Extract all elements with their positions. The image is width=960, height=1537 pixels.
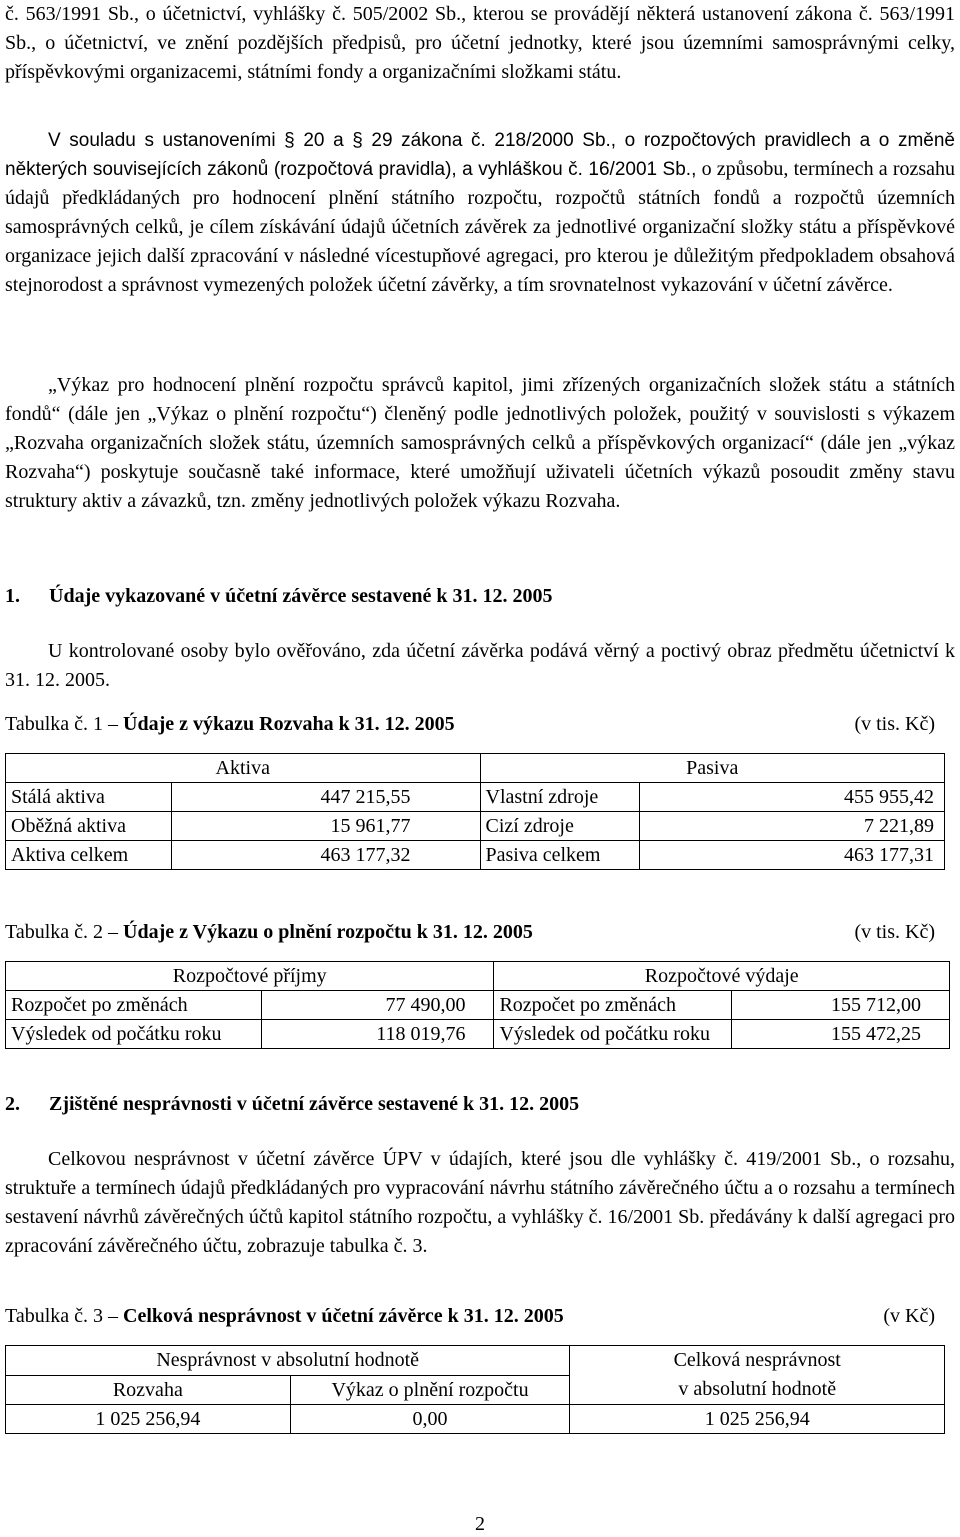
table-cell: 7 221,89: [640, 812, 945, 841]
table-3-header-total-line-2: v absolutní hodnotě: [678, 1378, 837, 1400]
table-2-header-vydaje: Rozpočtové výdaje: [494, 962, 950, 991]
table-2-header-prijmy: Rozpočtové příjmy: [6, 962, 494, 991]
table-cell: 118 019,76: [261, 1020, 494, 1049]
table-3-celkova-nespravnost: [5, 1345, 945, 1434]
table-row: [6, 841, 945, 870]
table-row: [6, 1405, 945, 1434]
intro-paragraph-2-sans: V souladu s ustanoveními § 20 a § 29 zákona č. 218/2000 Sb., o rozpočtových pravidlech a o změně některých souvisejících zákonů (rozpočtová pravidla), a vyhláškou č. 16/2001 Sb.,: [5, 130, 955, 180]
table-cell: Pasiva celkem: [480, 841, 640, 870]
section-1-number: 1.: [5, 585, 20, 607]
intro-paragraph-2-serif: o způsobu, termínech a rozsahu údajů předkládaných pro hodnocení plnění státního rozpočtu, rozpočtů státních fondů a rozpočtů územních samosprávných celků, je cílem získávání údajů účetních závěrek za jednotlivé organizační složky státu a příspěvkové organizace jejich další zpracování v následné vícestupňové agregaci, pro kterou je důležitým předpokladem obsahová stejnorodost a správnost vymezených položek účetní závěrky, a tím srovnatelnost vykazování v účetní závěrce.: [5, 158, 956, 296]
table-3-header-total-line-1: Celková nesprávnost: [673, 1349, 841, 1371]
table-cell: 455 955,42: [640, 783, 945, 812]
table-cell: 155 472,25: [732, 1020, 950, 1049]
section-2-number: 2.: [5, 1093, 20, 1115]
table-2-plneni-rozpoctu: [5, 961, 950, 1049]
table-row: [6, 812, 945, 841]
table-row: [6, 991, 950, 1020]
table-3-unit: (v Kč): [883, 1305, 935, 1327]
table-cell: Aktiva celkem: [6, 841, 172, 870]
table-cell: Rozpočet po změnách: [6, 991, 262, 1020]
intro-paragraph-1: č. 563/1991 Sb., o účetnictví, vyhlášky č. 505/2002 Sb., kterou se provádějí některá ustanovení zákona č. 563/1991 Sb., o účetnictví, ve znění pozdějších předpisů, pro účetní jednotky, které jsou územními samosprávnými celky, příspěvkovými organizacemi, státními fondy a organizačními složkami státu.: [5, 3, 955, 83]
table-3-caption: [5, 1305, 935, 1328]
table-1-caption-title: Údaje z výkazu Rozvaha k 31. 12. 2005: [123, 713, 455, 735]
table-3-header-vykaz: Výkaz o plnění rozpočtu: [290, 1375, 570, 1405]
table-2-unit: (v tis. Kč): [854, 921, 935, 943]
section-2-heading: [5, 1093, 955, 1116]
table-cell: 0,00: [290, 1405, 570, 1434]
table-row: [6, 783, 945, 812]
table-3-header-group: Nesprávnost v absolutní hodnotě: [6, 1346, 570, 1376]
table-cell: Vlastní zdroje: [480, 783, 640, 812]
table-cell: Rozpočet po změnách: [494, 991, 732, 1020]
table-cell: Oběžná aktiva: [6, 812, 172, 841]
table-3-header-rozvaha: Rozvaha: [6, 1375, 291, 1405]
table-cell: 463 177,31: [640, 841, 945, 870]
table-row: [6, 1020, 950, 1049]
table-cell: 155 712,00: [732, 991, 950, 1020]
table-cell: Stálá aktiva: [6, 783, 172, 812]
page-number: 2: [475, 1513, 485, 1535]
table-1-caption-prefix: Tabulka č. 1 –: [5, 713, 124, 735]
table-cell: 463 177,32: [171, 841, 480, 870]
table-cell: 1 025 256,94: [6, 1405, 291, 1434]
section-1-heading: [5, 585, 955, 608]
table-2-caption: [5, 921, 935, 944]
table-cell: Cizí zdroje: [480, 812, 640, 841]
table-cell: Výsledek od počátku roku: [6, 1020, 262, 1049]
table-cell: 447 215,55: [171, 783, 480, 812]
table-1-unit: (v tis. Kč): [854, 713, 935, 735]
table-1-header-pasiva: Pasiva: [480, 754, 944, 783]
table-1-rozvaha: [5, 753, 945, 870]
section-1-text: U kontrolované osoby bylo ověřováno, zda účetní závěrka podává věrný a poctivý obraz předmětu účetnictví k 31. 12. 2005.: [5, 640, 955, 691]
section-2-text: Celkovou nesprávnost v účetní závěrce ÚPV v údajích, které jsou dle vyhlášky č. 419/2001 Sb., o rozsahu, struktuře a termínech údajů předkládaných pro vypracování návrhu státního závěrečného účtu a o rozsahu a termínech sestavení návrhů závěrečných účtů kapitol státního rozpočtu, a vyhlášky č. 16/2001 Sb. předávány k další agregaci pro zpracování závěrečného účtu, zobrazuje tabulka č. 3.: [5, 1148, 955, 1257]
intro-paragraph-3: „Výkaz pro hodnocení plnění rozpočtu správců kapitol, jimi zřízených organizačních složek státu a státních fondů“ (dále jen „Výkaz o plnění rozpočtu“) členěný podle jednotlivých položek, použitý v souvislosti s výkazem „Rozvaha organizačních složek státu, územních samosprávných celků a příspěvkových organizací“ (dále jen „výkaz Rozvaha“) poskytuje současně také informace, které umožňují uživateli účetních výkazů posoudit změny stavu struktury aktiv a závazků, tzn. změny jednotlivých položek výkazu Rozvaha.: [5, 374, 955, 512]
table-cell: 1 025 256,94: [570, 1405, 945, 1434]
table-cell: 77 490,00: [261, 991, 494, 1020]
table-2-caption-title: Údaje z Výkazu o plnění rozpočtu k 31. 12. 2005: [123, 921, 533, 943]
table-3-caption-title: Celková nesprávnost v účetní závěrce k 31. 12. 2005: [123, 1305, 564, 1327]
table-3-caption-prefix: Tabulka č. 3 –: [5, 1305, 124, 1327]
table-1-caption: [5, 713, 935, 736]
table-cell: 15 961,77: [171, 812, 480, 841]
table-2-caption-prefix: Tabulka č. 2 –: [5, 921, 124, 943]
table-3-header-total: [570, 1346, 945, 1405]
section-1-title: Údaje vykazované v účetní závěrce sestavené k 31. 12. 2005: [49, 585, 553, 607]
table-1-header-aktiva: Aktiva: [6, 754, 481, 783]
table-cell: Výsledek od počátku roku: [494, 1020, 732, 1049]
intro-paragraph-2: [5, 126, 955, 300]
section-2-title: Zjištěné nesprávnosti v účetní závěrce sestavené k 31. 12. 2005: [49, 1093, 580, 1115]
